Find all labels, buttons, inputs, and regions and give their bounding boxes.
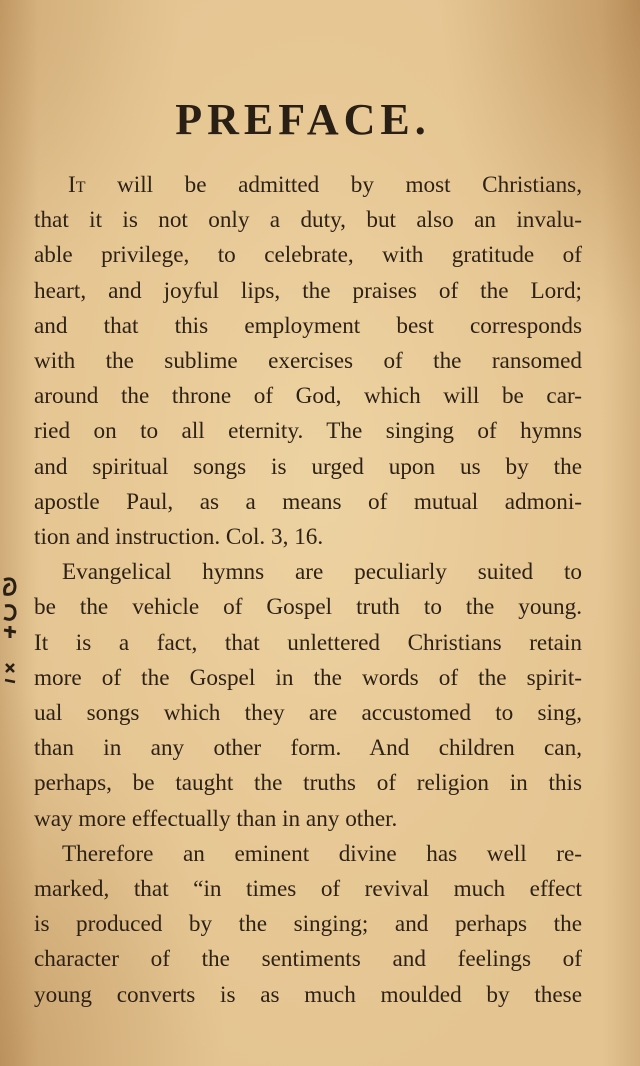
text-line: young converts is as much moulded by these xyxy=(34,981,582,1008)
text-line: able privilege, to celebrate, with gratitude of xyxy=(34,242,582,269)
text-line: ual songs which they are accustomed to sing, xyxy=(34,700,582,727)
text-line: is produced by the singing; and perhaps the xyxy=(34,911,582,938)
text-line: be the vehicle of Gospel truth to the young. xyxy=(34,594,582,621)
text-line: character of the sentiments and feelings of xyxy=(34,946,582,973)
paragraph-1 xyxy=(34,168,582,555)
text-line: Evangelical hymns are peculiarly suited to xyxy=(62,559,582,586)
text-line: ried on to all eternity. The singing of hymns xyxy=(34,418,582,445)
text-line-rest: will be admitted by most Christians, xyxy=(85,172,582,198)
text-line: than in any other form. And children can, xyxy=(34,735,582,762)
paragraph-3 xyxy=(34,837,582,1013)
text-line: around the throne of God, which will be car- xyxy=(34,383,582,410)
text-line: perhaps, be taught the truths of religion in this xyxy=(34,770,582,797)
text-line: heart, and joyful lips, the praises of the Lord; xyxy=(34,277,582,304)
drop-word: It xyxy=(68,172,86,198)
text-line: way more effectually than in any other. xyxy=(34,805,398,832)
page-title: PREFACE. xyxy=(175,95,431,144)
text-line: more of the Gospel in the words of the spirit- xyxy=(34,664,582,691)
text-line: It is a fact, that unlettered Christians retain xyxy=(34,629,582,656)
text-line: marked, that “in times of revival much effect xyxy=(34,876,582,903)
text-line xyxy=(34,168,582,203)
text-line: with the sublime exercises of the ransomed xyxy=(34,348,582,375)
text-line: apostle Paul, as a means of mutual admoni- xyxy=(34,488,582,515)
library-stamp-mark xyxy=(0,572,20,692)
paragraph-2 xyxy=(34,555,582,837)
text-line: and that this employment best corresponds xyxy=(34,312,582,339)
text-line: Therefore an eminent divine has well re- xyxy=(62,840,582,867)
preface-body xyxy=(34,168,582,1013)
text-line: tion and instruction. Col. 3, 16. xyxy=(34,524,324,551)
text-line: and spiritual songs is urged upon us by the xyxy=(34,453,582,480)
text-line: that it is not only a duty, but also an invalu- xyxy=(34,207,582,234)
